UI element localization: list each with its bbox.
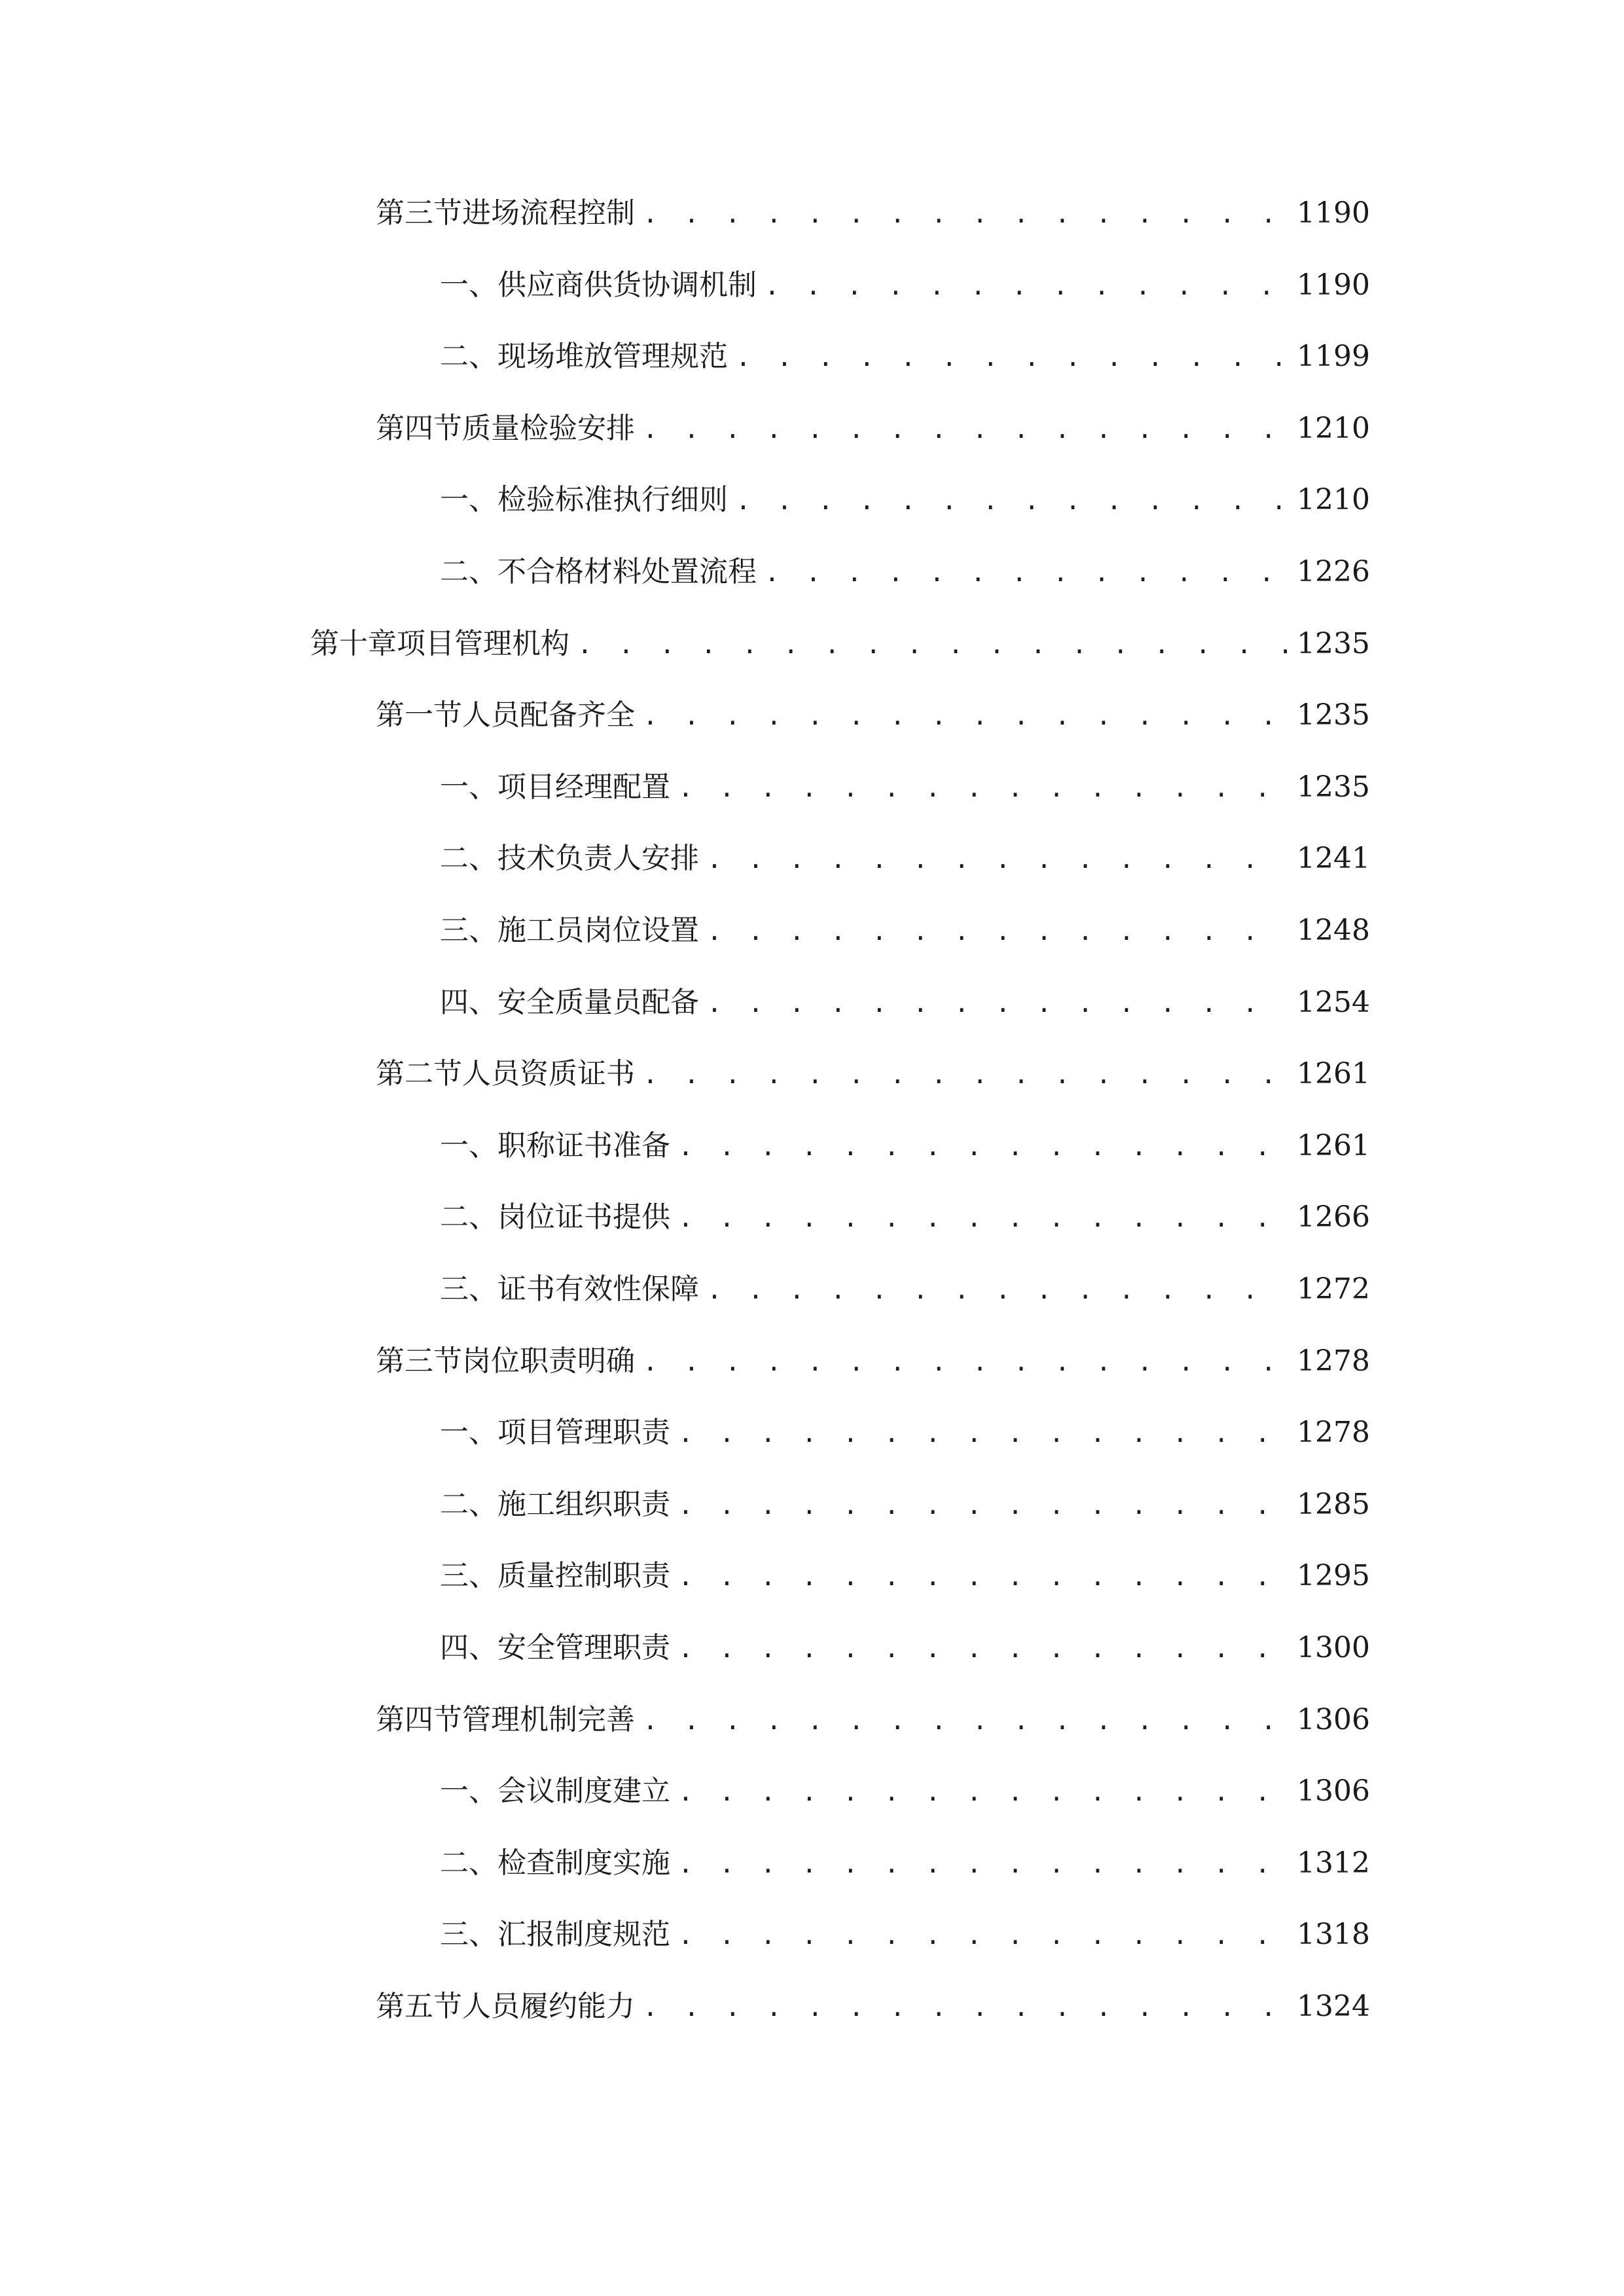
toc-entry-title: 项目经理配置 bbox=[497, 770, 670, 804]
toc-entry-item[interactable] bbox=[440, 264, 1370, 307]
toc-entry-chapter[interactable] bbox=[310, 622, 1370, 666]
toc-entry-item[interactable] bbox=[440, 550, 1370, 594]
toc-entry-page-number: 1199 bbox=[1297, 340, 1370, 374]
toc-entry-number: 二、 bbox=[440, 1487, 497, 1521]
toc-entry-number: 二、 bbox=[440, 842, 497, 876]
toc-entry-page-number: 1261 bbox=[1297, 1128, 1370, 1162]
toc-entry-page-number: 1190 bbox=[1297, 196, 1370, 230]
toc-dot-leader bbox=[643, 1053, 1288, 1096]
toc-entry-page-number: 1278 bbox=[1297, 1416, 1370, 1450]
toc-entry-page-number: 1248 bbox=[1297, 914, 1370, 947]
toc-entry-title: 人员履约能力 bbox=[462, 1990, 635, 2023]
toc-entry-item[interactable] bbox=[440, 1124, 1370, 1168]
toc-entry-page-number: 1210 bbox=[1297, 483, 1370, 517]
toc-entry-item[interactable] bbox=[440, 1268, 1370, 1311]
toc-entry-number: 第三节 bbox=[376, 1344, 462, 1378]
toc-entry-title: 技术负责人安排 bbox=[497, 842, 699, 876]
toc-entry-title: 供应商供货协调机制 bbox=[497, 268, 757, 302]
toc-entry-page-number: 1261 bbox=[1297, 1057, 1370, 1091]
toc-entry-page-number: 1190 bbox=[1297, 268, 1370, 302]
toc-entry-number: 三、 bbox=[440, 914, 497, 947]
toc-entry-page-number: 1235 bbox=[1297, 626, 1370, 660]
toc-entry-title: 检查制度实施 bbox=[497, 1846, 670, 1880]
toc-entry-title: 人员资质证书 bbox=[462, 1057, 635, 1091]
toc-entry-title: 质量检验安排 bbox=[462, 411, 635, 445]
toc-entry-title: 进场流程控制 bbox=[462, 196, 635, 230]
toc-entry-item[interactable] bbox=[440, 335, 1370, 378]
toc-entry-number: 第四节 bbox=[376, 411, 462, 445]
toc-entry-title: 会议制度建立 bbox=[497, 1774, 670, 1808]
toc-entry-section[interactable] bbox=[376, 192, 1370, 235]
toc-entry-page-number: 1235 bbox=[1297, 698, 1370, 732]
toc-entry-item[interactable] bbox=[440, 1411, 1370, 1454]
toc-dot-leader bbox=[678, 1196, 1288, 1240]
toc-entry-title: 现场堆放管理规范 bbox=[497, 340, 728, 374]
toc-entry-page-number: 1306 bbox=[1297, 1702, 1370, 1736]
toc-entry-title: 安全管理职责 bbox=[497, 1631, 670, 1664]
toc-entry-number: 第一节 bbox=[376, 698, 462, 732]
toc-dot-leader bbox=[736, 479, 1288, 522]
toc-entry-title: 施工组织职责 bbox=[497, 1487, 670, 1521]
toc-entry-number: 一、 bbox=[440, 483, 497, 517]
toc-entry-number: 二、 bbox=[440, 1846, 497, 1880]
toc-entry-number: 第十章 bbox=[310, 626, 397, 660]
toc-entry-page-number: 1285 bbox=[1297, 1487, 1370, 1521]
toc-dot-leader bbox=[678, 1770, 1288, 1814]
toc-entry-title: 职称证书准备 bbox=[497, 1128, 670, 1162]
toc-entry-number: 二、 bbox=[440, 340, 497, 374]
toc-entry-title: 质量控制职责 bbox=[497, 1559, 670, 1593]
toc-entry-item[interactable] bbox=[440, 1196, 1370, 1239]
toc-entry-title: 岗位职责明确 bbox=[462, 1344, 635, 1378]
toc-entry-page-number: 1295 bbox=[1297, 1559, 1370, 1593]
toc-entry-section[interactable] bbox=[376, 1340, 1370, 1383]
toc-dot-leader bbox=[643, 1699, 1288, 1742]
toc-entry-number: 第二节 bbox=[376, 1057, 462, 1091]
toc-entry-item[interactable] bbox=[440, 837, 1370, 880]
toc-dot-leader bbox=[678, 1412, 1288, 1455]
toc-dot-leader bbox=[707, 838, 1288, 881]
toc-entry-number: 三、 bbox=[440, 1918, 497, 1952]
toc-dot-leader bbox=[577, 623, 1288, 666]
toc-dot-leader bbox=[707, 1268, 1288, 1312]
toc-dot-leader bbox=[643, 694, 1288, 738]
toc-dot-leader bbox=[643, 1340, 1288, 1384]
toc-entry-number: 第四节 bbox=[376, 1702, 462, 1736]
toc-entry-item[interactable] bbox=[440, 909, 1370, 952]
toc-dot-leader bbox=[678, 1842, 1288, 1886]
toc-entry-number: 一、 bbox=[440, 1774, 497, 1808]
toc-entry-item[interactable] bbox=[440, 1842, 1370, 1885]
toc-dot-leader bbox=[736, 336, 1288, 379]
toc-entry-page-number: 1306 bbox=[1297, 1774, 1370, 1808]
toc-dot-leader bbox=[678, 1627, 1288, 1670]
toc-dot-leader bbox=[678, 1914, 1288, 1957]
toc-entry-number: 一、 bbox=[440, 268, 497, 302]
toc-entry-title: 不合格材料处置流程 bbox=[497, 555, 757, 588]
toc-dot-leader bbox=[678, 766, 1288, 810]
toc-entry-section[interactable] bbox=[376, 1052, 1370, 1096]
toc-entry-page-number: 1278 bbox=[1297, 1344, 1370, 1378]
toc-entry-item[interactable] bbox=[440, 1626, 1370, 1670]
toc-dot-leader bbox=[707, 910, 1288, 953]
toc-entry-page-number: 1272 bbox=[1297, 1272, 1370, 1306]
toc-entry-section[interactable] bbox=[376, 694, 1370, 737]
toc-entry-page-number: 1235 bbox=[1297, 770, 1370, 804]
toc-entry-page-number: 1312 bbox=[1297, 1846, 1370, 1880]
toc-entry-page-number: 1254 bbox=[1297, 985, 1370, 1019]
toc-dot-leader bbox=[678, 1125, 1288, 1168]
toc-entry-title: 证书有效性保障 bbox=[497, 1272, 699, 1306]
toc-entry-page-number: 1210 bbox=[1297, 411, 1370, 445]
toc-entry-section[interactable] bbox=[376, 1698, 1370, 1742]
toc-entry-number: 四、 bbox=[440, 985, 497, 1019]
toc-dot-leader bbox=[643, 1986, 1288, 2029]
toc-dot-leader bbox=[765, 264, 1288, 308]
toc-entry-item[interactable] bbox=[440, 981, 1370, 1024]
toc-entry-page-number: 1266 bbox=[1297, 1200, 1370, 1234]
toc-entry-title: 人员配备齐全 bbox=[462, 698, 635, 732]
toc-entry-page-number: 1241 bbox=[1297, 842, 1370, 876]
toc-dot-leader bbox=[765, 551, 1288, 594]
toc-dot-leader bbox=[678, 1555, 1288, 1598]
toc-entry-title: 检验标准执行细则 bbox=[497, 483, 728, 517]
toc-entry-title: 施工员岗位设置 bbox=[497, 914, 699, 947]
toc-entry-number: 第五节 bbox=[376, 1990, 462, 2023]
toc-entry-item[interactable] bbox=[440, 766, 1370, 809]
toc-entry-title: 项目管理机构 bbox=[397, 626, 569, 660]
toc-entry-number: 一、 bbox=[440, 1128, 497, 1162]
toc-entry-number: 三、 bbox=[440, 1559, 497, 1593]
toc-entry-number: 第三节 bbox=[376, 196, 462, 230]
toc-entry-item[interactable] bbox=[440, 1770, 1370, 1813]
toc-entry-number: 二、 bbox=[440, 1200, 497, 1234]
toc-dot-leader bbox=[707, 982, 1288, 1025]
toc-entry-page-number: 1226 bbox=[1297, 555, 1370, 588]
toc-entry-page-number: 1300 bbox=[1297, 1631, 1370, 1664]
toc-entry-item[interactable] bbox=[440, 1554, 1370, 1598]
toc-entry-page-number: 1318 bbox=[1297, 1918, 1370, 1952]
toc-entry-number: 二、 bbox=[440, 555, 497, 588]
toc-entry-number: 三、 bbox=[440, 1272, 497, 1306]
toc-dot-leader bbox=[643, 408, 1288, 451]
toc-entry-title: 汇报制度规范 bbox=[497, 1918, 670, 1952]
toc-entry-number: 四、 bbox=[440, 1631, 497, 1664]
toc-entry-item[interactable] bbox=[440, 1913, 1370, 1956]
toc-entry-number: 一、 bbox=[440, 770, 497, 804]
toc-entry-item[interactable] bbox=[440, 478, 1370, 522]
toc-entry-number: 一、 bbox=[440, 1416, 497, 1450]
toc-entry-title: 项目管理职责 bbox=[497, 1416, 670, 1450]
toc-entry-title: 安全质量员配备 bbox=[497, 985, 699, 1019]
toc-entry-section[interactable] bbox=[376, 1985, 1370, 2028]
toc-dot-leader bbox=[678, 1484, 1288, 1527]
toc-entry-title: 管理机制完善 bbox=[462, 1702, 635, 1736]
toc-entry-page-number: 1324 bbox=[1297, 1990, 1370, 2023]
toc-entry-item[interactable] bbox=[440, 1483, 1370, 1526]
toc-dot-leader bbox=[643, 192, 1288, 236]
toc-entry-title: 岗位证书提供 bbox=[497, 1200, 670, 1234]
toc-entry-section[interactable] bbox=[376, 407, 1370, 450]
